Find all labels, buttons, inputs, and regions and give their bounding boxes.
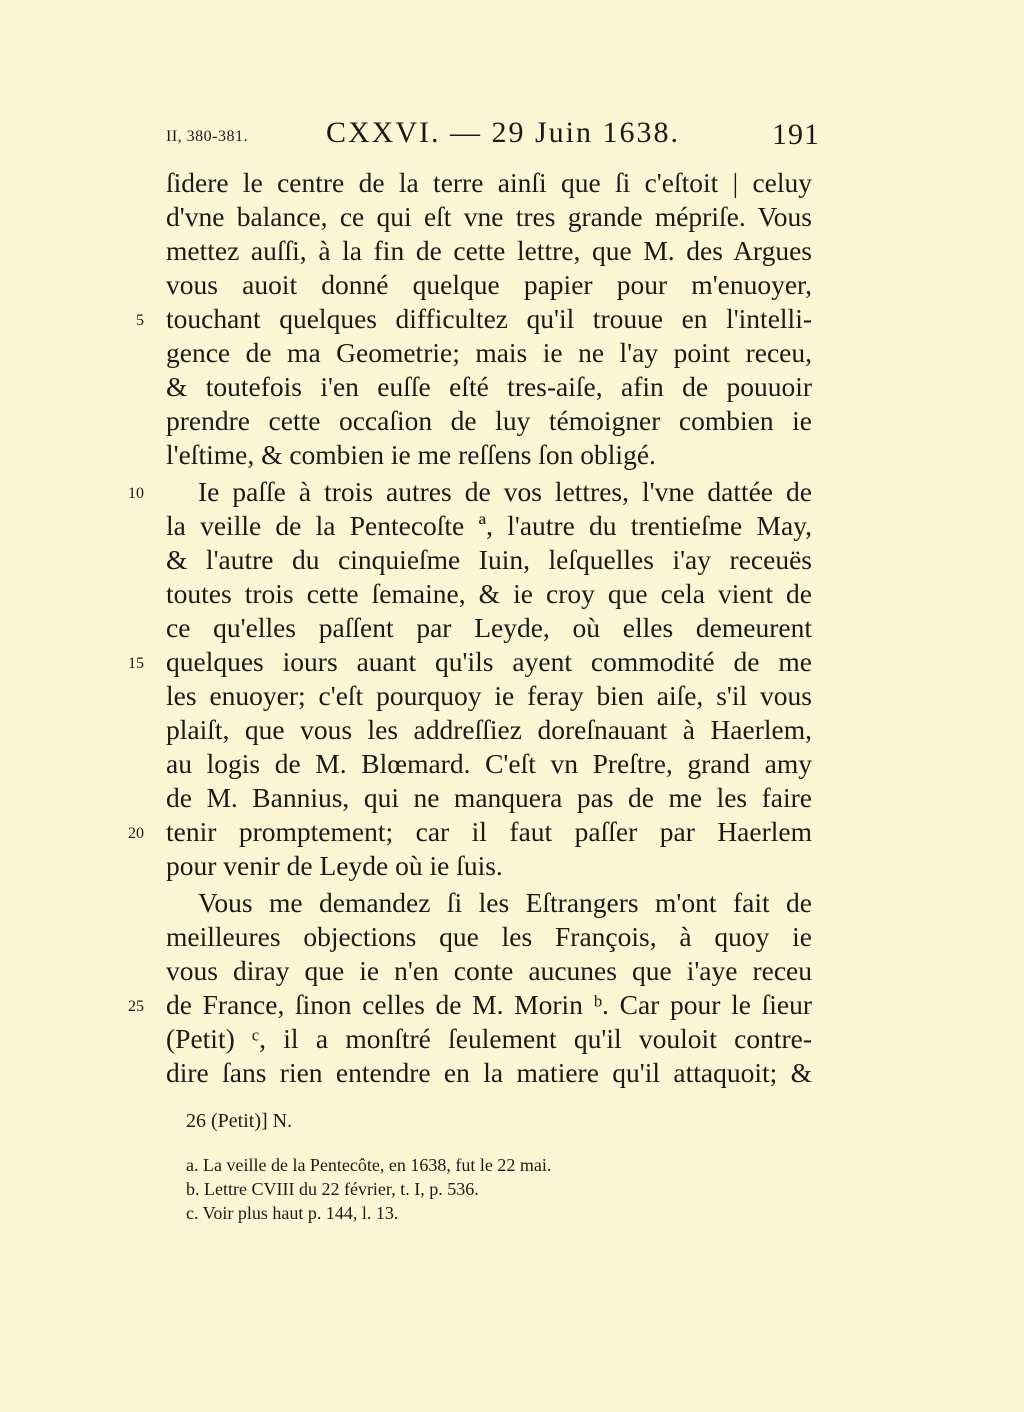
text-line: mettez auſſi, à la fin de cette lettre, que M. des Argues xyxy=(166,235,812,266)
letter-heading: CXXVI. — 29 Juin 1638. xyxy=(326,116,681,149)
text-line: (Petit) ᶜ, il a monſtré ſeulement qu'il vouloit contre- xyxy=(166,1023,812,1054)
text-line: vous auoit donné quelque papier pour m'enuoyer, xyxy=(166,269,812,300)
line-number: 20 xyxy=(128,825,144,842)
variant-note: 26 (Petit)] N. xyxy=(186,1110,293,1132)
text-line: dire ſans rien entendre en la matiere qu'il attaquoit; & xyxy=(166,1057,812,1088)
text-line: meilleures objections que les François, à quoy ie xyxy=(166,921,812,952)
text-line: au logis de M. Blœmard. C'eſt vn Preſtre, grand amy xyxy=(166,748,812,779)
line-number: 5 xyxy=(136,312,144,329)
text-line: touchant quelques difficultez qu'il trouue en l'intelli- xyxy=(166,303,812,334)
text-line: la veille de la Pentecoſte ª, l'autre du trentieſme May, xyxy=(166,510,812,541)
text-line: quelques iours auant qu'ils ayent commodité de me xyxy=(166,646,812,677)
text-line: Ie paſſe à trois autres de vos lettres, l'vne dattée de xyxy=(198,476,812,507)
text-line: ſidere le centre de la terre ainſi que ſi c'eſtoit | celuy xyxy=(166,167,812,198)
text-line: ce qu'elles paſſent par Leyde, où elles demeurent xyxy=(166,612,812,643)
edition-reference: II, 380-381. xyxy=(166,128,248,145)
footnote: b. Lettre CVIII du 22 février, t. I, p. 536. xyxy=(186,1179,479,1199)
text-line: les enuoyer; c'eſt pourquoy ie feray bien aiſe, s'il vous xyxy=(166,680,812,711)
text-line: de M. Bannius, qui ne manquera pas de me les faire xyxy=(166,782,812,813)
text-line: plaiſt, que vous les addreſſiez doreſnauant à Haerlem, xyxy=(166,714,812,745)
text-line: vous diray que ie n'en conte aucunes que i'aye receu xyxy=(166,955,812,986)
line-number: 15 xyxy=(128,655,144,672)
page-header xyxy=(0,116,1024,156)
text-line: toutes trois cette ſemaine, & ie croy que cela vient de xyxy=(166,578,812,609)
line-number: 10 xyxy=(128,485,144,502)
text-line: & l'autre du cinquieſme Iuin, leſquelles i'ay receuës xyxy=(166,544,812,575)
page-number: 191 xyxy=(772,118,820,151)
footnote: a. La veille de la Pentecôte, en 1638, fut le 22 mai. xyxy=(186,1155,552,1175)
text-line: gence de ma Geometrie; mais ie ne l'ay point receu, xyxy=(166,337,812,368)
text-line: prendre cette occaſion de luy témoigner combien ie xyxy=(166,405,812,436)
text-line: pour venir de Leyde où ie ſuis. xyxy=(166,850,503,881)
text-line: l'eſtime, & combien ie me reſſens ſon obligé. xyxy=(166,439,656,470)
text-line: Vous me demandez ſi les Eſtrangers m'ont fait de xyxy=(198,887,812,918)
footnote: c. Voir plus haut p. 144, l. 13. xyxy=(186,1203,399,1223)
text-line: d'vne balance, ce qui eſt vne tres grande mépriſe. Vous xyxy=(166,201,812,232)
text-line: de France, ſinon celles de M. Morin ᵇ. Car pour le ſieur xyxy=(166,989,812,1020)
line-number: 25 xyxy=(128,998,144,1015)
text-line: & toutefois i'en euſſe eſté tres-aiſe, afin de pouuoir xyxy=(166,371,812,402)
text-line: tenir promptement; car il faut paſſer par Haerlem xyxy=(166,816,812,847)
